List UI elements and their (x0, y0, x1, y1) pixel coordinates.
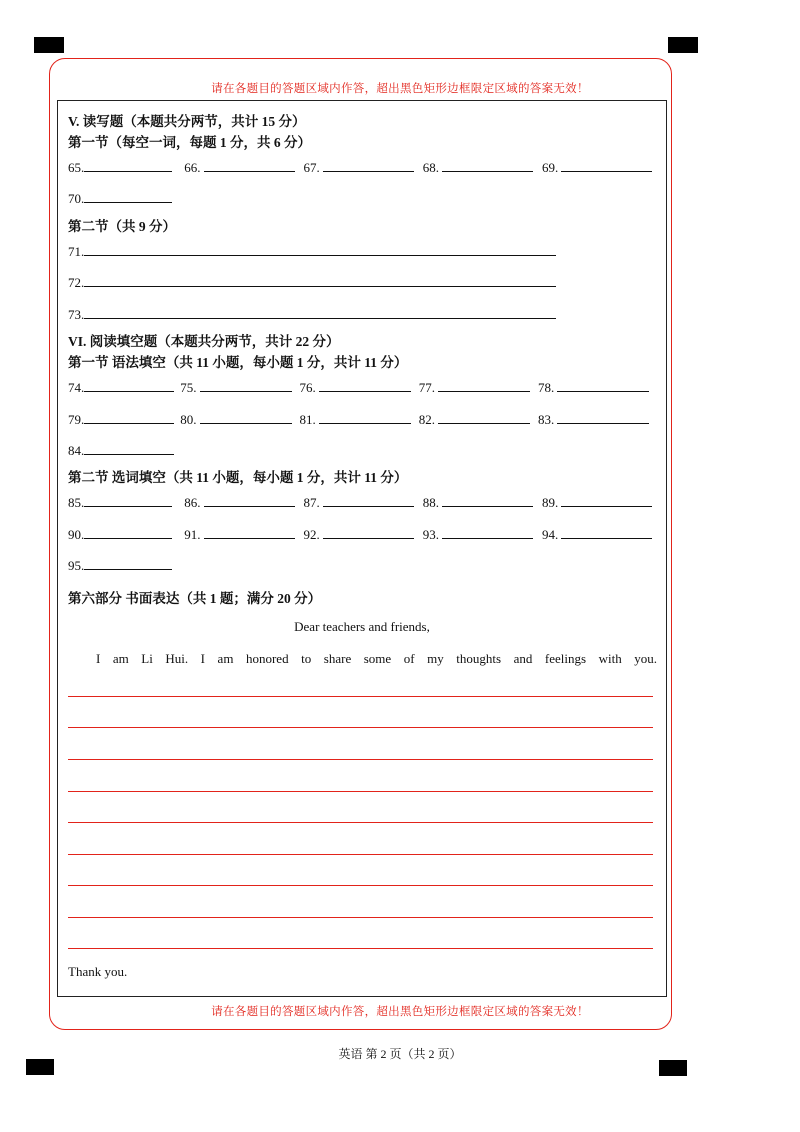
question-number: 73. (68, 307, 85, 322)
question-number: 90. (68, 527, 85, 542)
answer-blank[interactable] (84, 378, 174, 392)
section6-part2-row3 (68, 556, 172, 574)
answer-blank[interactable] (84, 525, 172, 539)
question-number: 76. (299, 380, 316, 395)
answer-blank[interactable] (84, 493, 172, 507)
answer-line[interactable] (84, 305, 556, 319)
answer-blank[interactable] (442, 525, 533, 539)
question-number: 81. (299, 412, 316, 427)
answer-line[interactable] (84, 242, 556, 256)
question-number: 92. (303, 527, 320, 542)
essay-line[interactable] (68, 791, 653, 792)
question-number: 77. (418, 380, 435, 395)
question-number: 78. (538, 380, 555, 395)
section5-title: V. 读写题（本题共分两节，共计 15 分） (68, 114, 306, 129)
question-number: 83. (538, 412, 555, 427)
registration-mark-top-right (668, 37, 698, 53)
section6-part2-title: 第二节 选词填空（共 11 小题，每小题 1 分，共计 11 分） (68, 470, 408, 485)
answer-blank[interactable] (323, 493, 414, 507)
section5-part2-line-71 (68, 242, 556, 260)
section5-part1-row1 (68, 158, 652, 176)
question-number: 85. (68, 495, 85, 510)
question-number: 65. (68, 160, 85, 175)
answer-blank[interactable] (84, 556, 172, 570)
answer-blank[interactable] (442, 158, 533, 172)
answer-blank[interactable] (561, 525, 652, 539)
essay-line[interactable] (68, 759, 653, 760)
answer-blank[interactable] (442, 493, 533, 507)
question-number: 69. (542, 160, 559, 175)
answer-blank[interactable] (84, 410, 174, 424)
question-number: 89. (542, 495, 559, 510)
section6-part2-row2 (68, 525, 652, 543)
answer-blank[interactable] (84, 158, 172, 172)
question-number: 70. (68, 191, 85, 206)
essay-line[interactable] (68, 696, 653, 697)
question-number: 87. (303, 495, 320, 510)
question-number: 68. (422, 160, 439, 175)
answer-blank[interactable] (204, 158, 295, 172)
section5-part2-line-72 (68, 273, 556, 291)
registration-mark-bottom-right (659, 1060, 687, 1076)
warning-bottom: 请在各题目的答题区域内作答，超出黑色矩形边框限定区域的答案无效！ (211, 1006, 589, 1018)
question-number: 66. (184, 160, 201, 175)
answer-blank[interactable] (557, 378, 649, 392)
answer-blank[interactable] (561, 493, 652, 507)
question-number: 95. (68, 558, 85, 573)
question-number: 94. (542, 527, 559, 542)
essay-line[interactable] (68, 822, 653, 823)
section6-part1-row2 (68, 410, 649, 428)
section6-part1-title: 第一节 语法填空（共 11 小题，每小题 1 分，共计 11 分） (68, 355, 408, 370)
essay-line[interactable] (68, 917, 653, 918)
writing-closing: Thank you. (68, 964, 128, 979)
answer-blank[interactable] (438, 378, 530, 392)
writing-opening: I am Li Hui. I am honored to share some of my thoughts and feelings with you. (96, 651, 657, 666)
essay-line[interactable] (68, 727, 653, 728)
question-number: 80. (180, 412, 197, 427)
writing-salutation: Dear teachers and friends, (294, 619, 430, 634)
question-number: 71. (68, 244, 85, 259)
section6-part1-row1 (68, 378, 649, 396)
question-number: 86. (184, 495, 201, 510)
essay-line[interactable] (68, 854, 653, 855)
answer-blank[interactable] (561, 158, 652, 172)
answer-blank[interactable] (319, 378, 411, 392)
essay-line[interactable] (68, 948, 653, 949)
question-number: 93. (422, 527, 439, 542)
page-footer: 英语 第 2 页（共 2 页） (338, 1047, 462, 1061)
question-number: 82. (418, 412, 435, 427)
registration-mark-top-left (34, 37, 64, 53)
essay-line[interactable] (68, 885, 653, 886)
answer-blank[interactable] (84, 441, 174, 455)
answer-blank[interactable] (323, 525, 414, 539)
warning-top: 请在各题目的答题区域内作答，超出黑色矩形边框限定区域的答案无效！ (211, 83, 589, 95)
answer-line[interactable] (84, 273, 556, 287)
section6-part2-row1 (68, 493, 652, 511)
question-number: 79. (68, 412, 85, 427)
section5-part2-title: 第二节（共 9 分） (68, 219, 176, 234)
question-number: 84. (68, 443, 85, 458)
answer-blank[interactable] (204, 493, 295, 507)
answer-blank[interactable] (557, 410, 649, 424)
answer-blank[interactable] (323, 158, 414, 172)
section6-part1-row3 (68, 441, 174, 459)
question-number: 67. (303, 160, 320, 175)
question-number: 74. (68, 380, 85, 395)
answer-blank[interactable] (438, 410, 530, 424)
question-number: 75. (180, 380, 197, 395)
section5-part1-row2 (68, 189, 172, 207)
question-number: 91. (184, 527, 201, 542)
answer-blank[interactable] (200, 410, 292, 424)
question-number: 72. (68, 275, 85, 290)
section5-part2-line-73 (68, 305, 556, 323)
answer-blank[interactable] (204, 525, 295, 539)
answer-blank[interactable] (84, 189, 172, 203)
writing-title: 第六部分 书面表达（共 1 题；满分 20 分） (68, 591, 322, 606)
section5-part1-title: 第一节（每空一词，每题 1 分，共 6 分） (68, 135, 311, 150)
answer-blank[interactable] (319, 410, 411, 424)
answer-blank[interactable] (200, 378, 292, 392)
question-number: 88. (422, 495, 439, 510)
section6-title: VI. 阅读填空题（本题共分两节，共计 22 分） (68, 334, 340, 349)
